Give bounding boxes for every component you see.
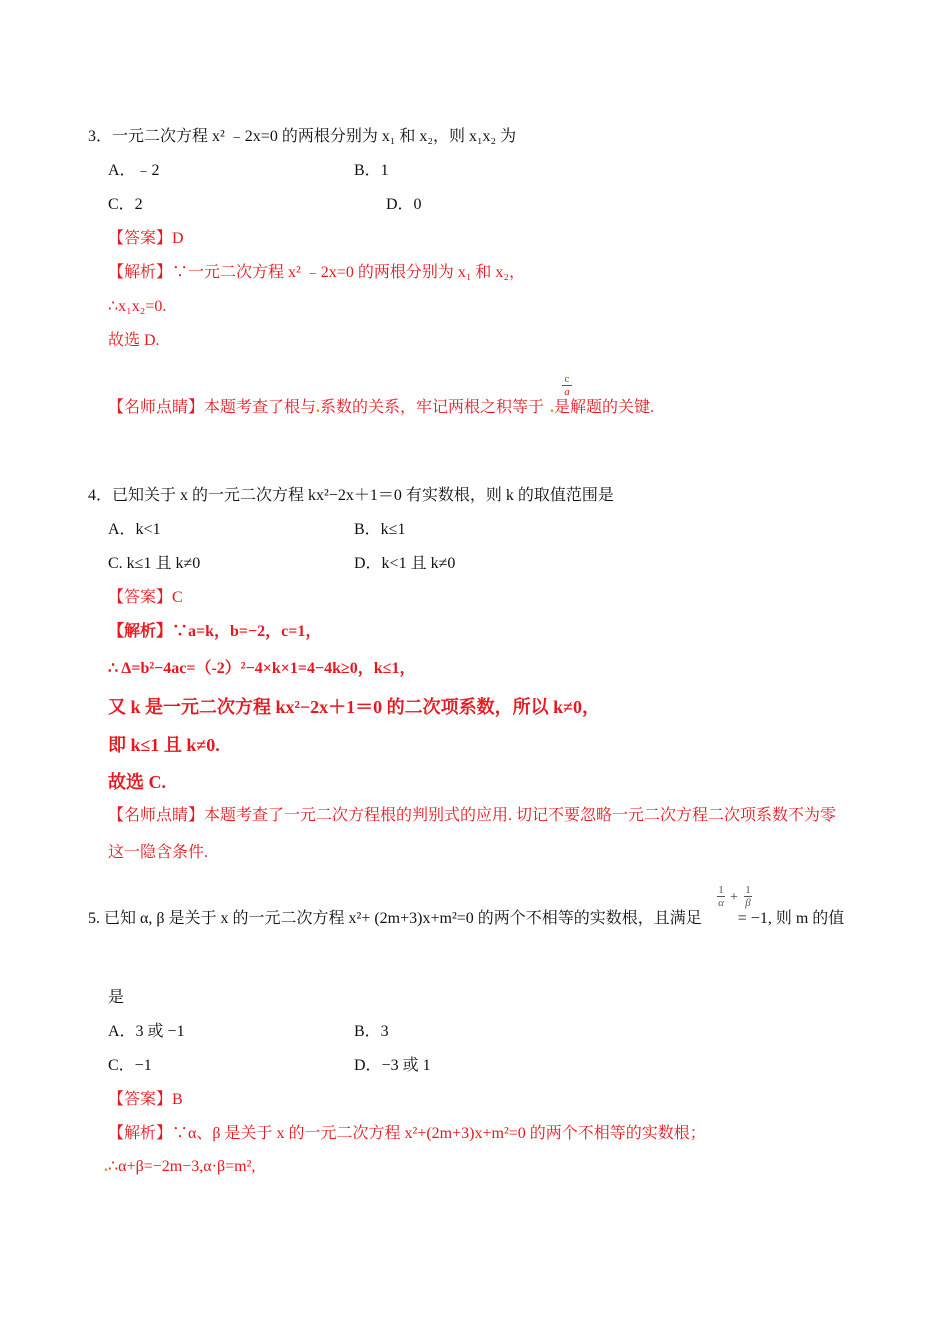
q5-option-a: A．3 或 −1 <box>108 1023 185 1040</box>
q4-analysis-line4: 即 k≤1 且 k≠0. <box>108 735 220 755</box>
q3-analysis-line3: 故选 D. <box>108 332 160 349</box>
q5-analysis-line1: 【解析】∵α、β 是关于 x 的一元二次方程 x²+(2m+3)x+m²=0 的两个不相等的实数根； <box>108 1125 706 1142</box>
q3-tip-part2: 系数的关系，牢记两根之积等于 <box>320 399 545 416</box>
q3-option-d: D．0 <box>386 196 422 213</box>
q3-teacher-tip <box>108 398 654 418</box>
q5-stem-part1: 5. 已知 α, β 是关于 x 的一元二次方程 x²+ (2m+3)x+m²=0 的两个不相等的实数根，且满足 <box>88 910 702 927</box>
q5-frac1-numerator: 1 <box>718 884 724 896</box>
q3-option-b: B．1 <box>354 162 389 179</box>
q5-frac1-denominator: α <box>718 897 724 909</box>
q3-analysis-line1: 【解析】∵一元二次方程 x² ﹣2x=0 的两根分别为 x₁ 和 x₂， <box>108 264 525 281</box>
q3-tip-part1: 【名师点睛】本题考查了根与 <box>108 399 317 416</box>
q5-analysis-line2-text: ∴α+β=−2m−3,α·β=m², <box>108 1158 256 1175</box>
q4-option-b: B．k≤1 <box>354 521 406 538</box>
q3-stem: 3．一元二次方程 x² ﹣2x=0 的两根分别为 x₁ 和 x₂，则 x₁x₂ 为 <box>88 128 517 145</box>
q3-answer: 【答案】D <box>108 230 184 247</box>
q5-stem-part2: = −1, 则 m 的值 <box>737 910 845 927</box>
q4-option-d: D．k<1 且 k≠0 <box>354 555 456 572</box>
q4-stem: 4．已知关于 x 的一元二次方程 kx²−2x＋1＝0 有实数根，则 k 的取值范围是 <box>88 487 614 504</box>
q3-tip-mark2: . <box>550 399 555 416</box>
q5-fraction-one-over-alpha <box>716 884 726 909</box>
q5-frac2-numerator: 1 <box>745 884 751 896</box>
q5-plus-sign: + <box>730 890 738 905</box>
q3-analysis-line2: ∴x₁x₂=0. <box>108 298 167 315</box>
q4-teacher-tip-line1: 【名师点睛】本题考查了一元二次方程根的判别式的应用. 切记不要忽略一元二次方程二次项系数不为零 <box>108 807 837 824</box>
q3-fraction-c-over-a <box>561 373 573 398</box>
q3-option-c: C．2 <box>108 196 143 213</box>
q5-stem <box>88 909 844 929</box>
q4-answer: 【答案】C <box>108 589 183 606</box>
q4-option-c: C. k≤1 且 k≠0 <box>108 555 201 572</box>
q5-answer: 【答案】B <box>108 1091 183 1108</box>
q5-analysis-line2 <box>104 1157 255 1177</box>
q4-analysis-line2: ∴ Δ=b²−4ac=（-2）²−4×k×1=4−4k≥0，k≤1， <box>108 660 416 677</box>
q3-frac-numerator: c <box>564 373 570 385</box>
q3-option-a: A．﹣2 <box>108 162 160 179</box>
q4-teacher-tip-line2: 这一隐含条件. <box>108 844 209 861</box>
q5-frac2-denominator: β <box>745 897 751 909</box>
q5-analysis-mark: . <box>104 1158 108 1175</box>
q4-analysis-line1: 【解析】∵a=k，b=−2，c=1， <box>108 623 322 640</box>
q4-analysis-line3: 又 k 是一元二次方程 kx²−2x＋1＝0 的二次项系数，所以 k≠0， <box>108 697 601 717</box>
q5-option-d: D．−3 或 1 <box>354 1057 431 1074</box>
q5-option-b: B．3 <box>354 1023 389 1040</box>
q3-tip-part3: 是解题的关键. <box>554 399 655 416</box>
q5-option-c: C．−1 <box>108 1057 152 1074</box>
q3-frac-denominator: a <box>564 386 570 398</box>
q5-stem-continued: 是 <box>108 989 125 1006</box>
q3-tip-mark1: . <box>316 399 321 416</box>
q5-fraction-one-over-beta <box>743 884 753 909</box>
q4-option-a: A．k<1 <box>108 521 161 538</box>
q4-analysis-line5: 故选 C. <box>108 772 166 792</box>
